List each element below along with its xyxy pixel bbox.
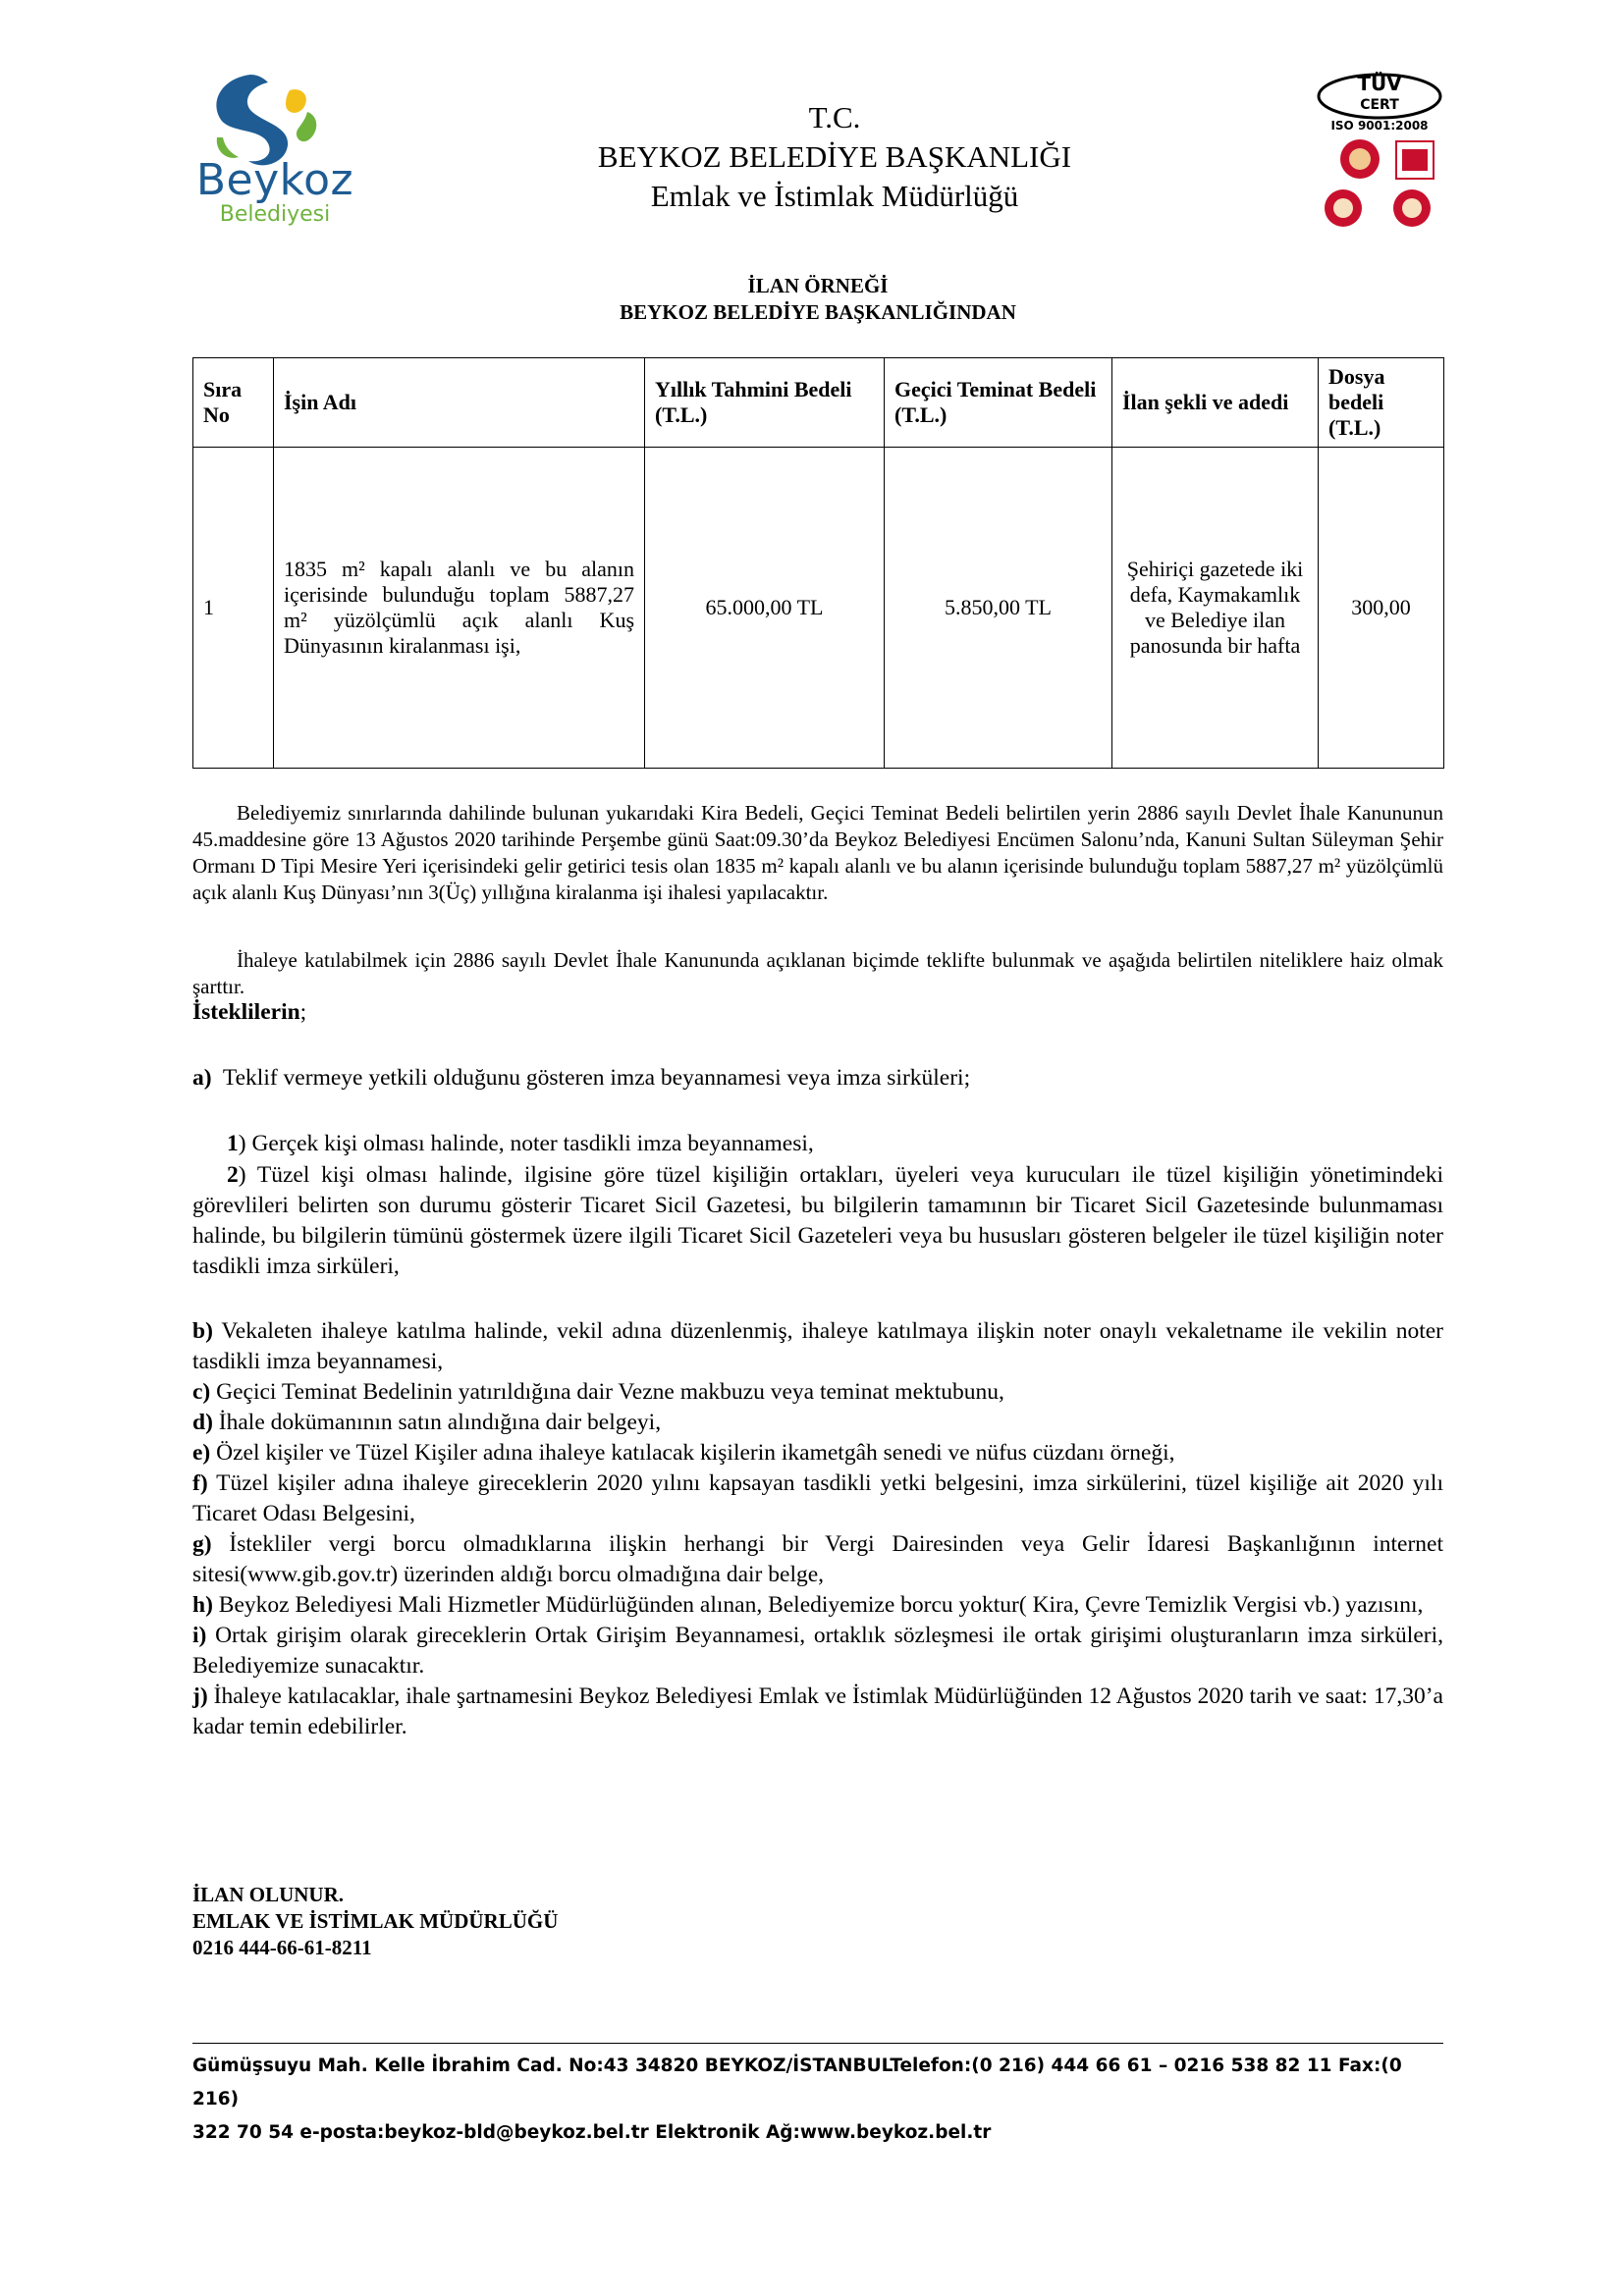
cell-fee: 300,00 (1319, 448, 1444, 769)
signature-line-1: İLAN OLUNUR. (192, 1883, 345, 1906)
cert-tuv-text: TÜV (1357, 72, 1402, 95)
signature-block (192, 1882, 880, 1961)
item-text: Beykoz Belediyesi Mali Hizmetler Müdürlüğünden alınan, Belediyemize borcu yoktur( Kira, Çevre Temizlik Vergisi vb.) yazısını, (212, 1592, 1424, 1618)
list-item (192, 1408, 1443, 1438)
item-a-text: Teklif vermeye yetkili olduğunu gösteren imza beyannamesi veya imza sirküleri; (222, 1065, 971, 1091)
title-line-1: İLAN ÖRNEĞİ (747, 274, 889, 297)
cert-cert-text: CERT (1360, 97, 1399, 113)
paragraph-1: Belediyemiz sınırlarında dahilinde bulunan yukarıdaki Kira Bedeli, Geçici Teminat Bedeli belirtilen yerin 2886 sayılı Devlet İhale Kanununun 45.maddesine göre 13 Ağustos 2020 tarihinde Perşembe günü Saat:09.30’da Beykoz Belediyesi Encümen Salonu’nda, Kanuni Sultan Süleyman Şehir Ormanı D Tipi Mesire Yeri içerisindeki gelir getirici tesis olan 1835 m² kapalı alanlı ve bu alanın içerisinde bulunduğu toplam 5887,27 m² yüzölçümlü açık alanlı Kuş Dünyası’nın 3(Üç) yıllığına kiralanma işi ihalesi yapılacaktır. (192, 801, 1443, 904)
item-label: i) (192, 1623, 207, 1648)
item-label: j) (192, 1683, 208, 1709)
table-header-row (193, 358, 1444, 448)
item-a2-label: 2 (227, 1162, 239, 1188)
item-label: h) (192, 1592, 213, 1618)
header-no: Sıra No (193, 358, 274, 448)
logo-wordmark: Beykoz (195, 155, 354, 205)
cell-annual: 65.000,00 TL (645, 448, 885, 769)
item-a1 (192, 1129, 1443, 1159)
cell-name: 1835 m² kapalı alanlı ve bu alanın içerisinde bulunduğu toplam 5887,27 m² yüzölçümlü açık alanlı Kuş Dünyasının kiralanması işi, (274, 448, 645, 769)
list-item (192, 1316, 1443, 1377)
signature-line-3: 0216 444-66-61-8211 (192, 1936, 372, 1959)
cell-guarantee: 5.850,00 TL (885, 448, 1112, 769)
item-label: f) (192, 1470, 208, 1496)
list-item (192, 1529, 1443, 1590)
header-fee: Dosya bedeli (T.L.) (1319, 358, 1444, 448)
list-item (192, 1590, 1443, 1621)
item-label: b) (192, 1318, 213, 1344)
footer-line-1: Gümüşsuyu Mah. Kelle İbrahim Cad. No:43 34820 BEYKOZ/İSTANBULTelefon:(0 216) 444 66 61 – 0216 538 82 11 Fax:(0 216) (192, 2056, 1402, 2109)
item-text: İhaleye katılacaklar, ihale şartnamesini Beykoz Belediyesi Emlak ve İstimlak Müdürlüğünden 12 Ağustos 2020 tarih ve saat: 17,30’a kadar temin edebilirler. (192, 1683, 1443, 1739)
certification-badges-icon (1306, 69, 1453, 236)
title-line-2: BEYKOZ BELEDİYE BAŞKANLIĞINDAN (620, 300, 1016, 324)
paragraph-2: İhaleye katılabilmek için 2886 sayılı Devlet İhale Kanununda açıklanan biçimde teklifte bulunmak ve aşağıda belirtilen niteliklere haiz olmak şarttır. (192, 948, 1443, 998)
signature-line-2: EMLAK VE İSTİMLAK MÜDÜRLÜĞÜ (192, 1909, 559, 1933)
list-item (192, 1377, 1443, 1408)
logo-subtitle: Belediyesi (219, 202, 331, 227)
cell-no: 1 (193, 448, 274, 769)
item-text: Geçici Teminat Bedelinin yatırıldığına dair Vezne makbuzu veya teminat mektubunu, (210, 1379, 1004, 1405)
header-guarantee: Geçici Teminat Bedeli (T.L.) (885, 358, 1112, 448)
footer-line-2: 322 70 54 e-posta:beykoz-bld@beykoz.bel.tr Elektronik Ağ:www.beykoz.bel.tr (192, 2122, 992, 2143)
header-line-2: BEYKOZ BELEDİYE BAŞKANLIĞI (597, 139, 1072, 174)
item-a (192, 1063, 1443, 1094)
list-item (192, 1621, 1443, 1682)
item-text: Tüzel kişiler adına ihaleye gireceklerin 2020 yılını kapsayan tasdikli yetki belgesini, imza sirkülerini, tüzel kişiliğe ait 2020 yılı Ticaret Odası Belgesini, (192, 1470, 1443, 1526)
item-label: d) (192, 1410, 213, 1435)
item-text: Vekaleten ihaleye katılma halinde, vekil adına düzenlenmiş, ihaleye katılmaya ilişkin noter onaylı vekaletname ile vekilin noter tasdikli imza beyannamesi, (192, 1318, 1443, 1374)
item-a2 (192, 1160, 1443, 1282)
item-text: İhale dokümanının satın alındığına dair belgeyi, (212, 1410, 662, 1435)
item-a-label: a) (192, 1065, 212, 1091)
header-annual: Yıllık Tahmini Bedeli (T.L.) (645, 358, 885, 448)
item-a1-label: 1 (227, 1131, 239, 1156)
list-item (192, 1468, 1443, 1529)
cert-iso-text: ISO 9001:2008 (1330, 119, 1429, 133)
requirements-heading (192, 997, 1443, 1028)
item-a2-text: ) Tüzel kişi olması halinde, ilgisine göre tüzel kişiliğin ortakları, üyeleri veya kurucuları ile tüzel kişiliğin yönetimindeki görevlileri belirten son durumu gösterir Ticaret Sicil Gazetesi, bu bilgilerin tamamının bir Ticaret Sicil Gazetesinde bulunmaması halinde, bu bilgilerin tümünü göstermek üzere ilgili Ticaret Sicil Gazeteleri veya bu hususları gösteren belgeler ile tüzel kişiliğin noter tasdikli imza sirküleri, (192, 1162, 1443, 1279)
cell-announcement: Şehiriçi gazetede iki defa, Kaymakamlık ve Belediye ilan panosunda bir hafta (1112, 448, 1319, 769)
table-row (193, 448, 1444, 769)
requirements-heading-text: İsteklilerin (192, 999, 300, 1025)
header-announcement: İlan şekli ve adedi (1112, 358, 1319, 448)
items-list (192, 1316, 1443, 1742)
announcement-title (192, 273, 1443, 326)
item-a1-text: ) Gerçek kişi olması halinde, noter tasdikli imza beyannamesi, (238, 1131, 814, 1156)
item-text: Özel kişiler ve Tüzel Kişiler adına ihaleye katılacak kişilerin ikametgâh senedi ve nüfus cüzdanı örneği, (210, 1440, 1175, 1466)
item-text: Ortak girişim olarak gireceklerin Ortak Girişim Beyannamesi, ortaklık sözleşmesi ile ortak girişimi oluşturanların imza sirküleri, Belediyemize sunacaktır. (192, 1623, 1443, 1679)
header-line-3: Emlak ve İstimlak Müdürlüğü (650, 179, 1019, 213)
document-header (530, 98, 1139, 216)
footer-contact (192, 2050, 1443, 2150)
item-text: İstekliler vergi borcu olmadıklarına ilişkin herhangi bir Vergi Dairesinden veya Gelir İdaresi Başkanlığının internet sitesi(www.gib.gov.tr) üzerinden aldığı borcu olmadığına dair belge, (192, 1531, 1443, 1587)
list-item (192, 1682, 1443, 1742)
item-label: g) (192, 1531, 212, 1557)
footer-divider (192, 2043, 1443, 2044)
list-item (192, 1438, 1443, 1468)
item-label: e) (192, 1440, 211, 1466)
header-line-1: T.C. (808, 100, 861, 134)
item-label: c) (192, 1379, 211, 1405)
header-name: İşin Adı (274, 358, 645, 448)
requirements-heading-suffix: ; (299, 999, 307, 1025)
tender-table (192, 357, 1444, 769)
